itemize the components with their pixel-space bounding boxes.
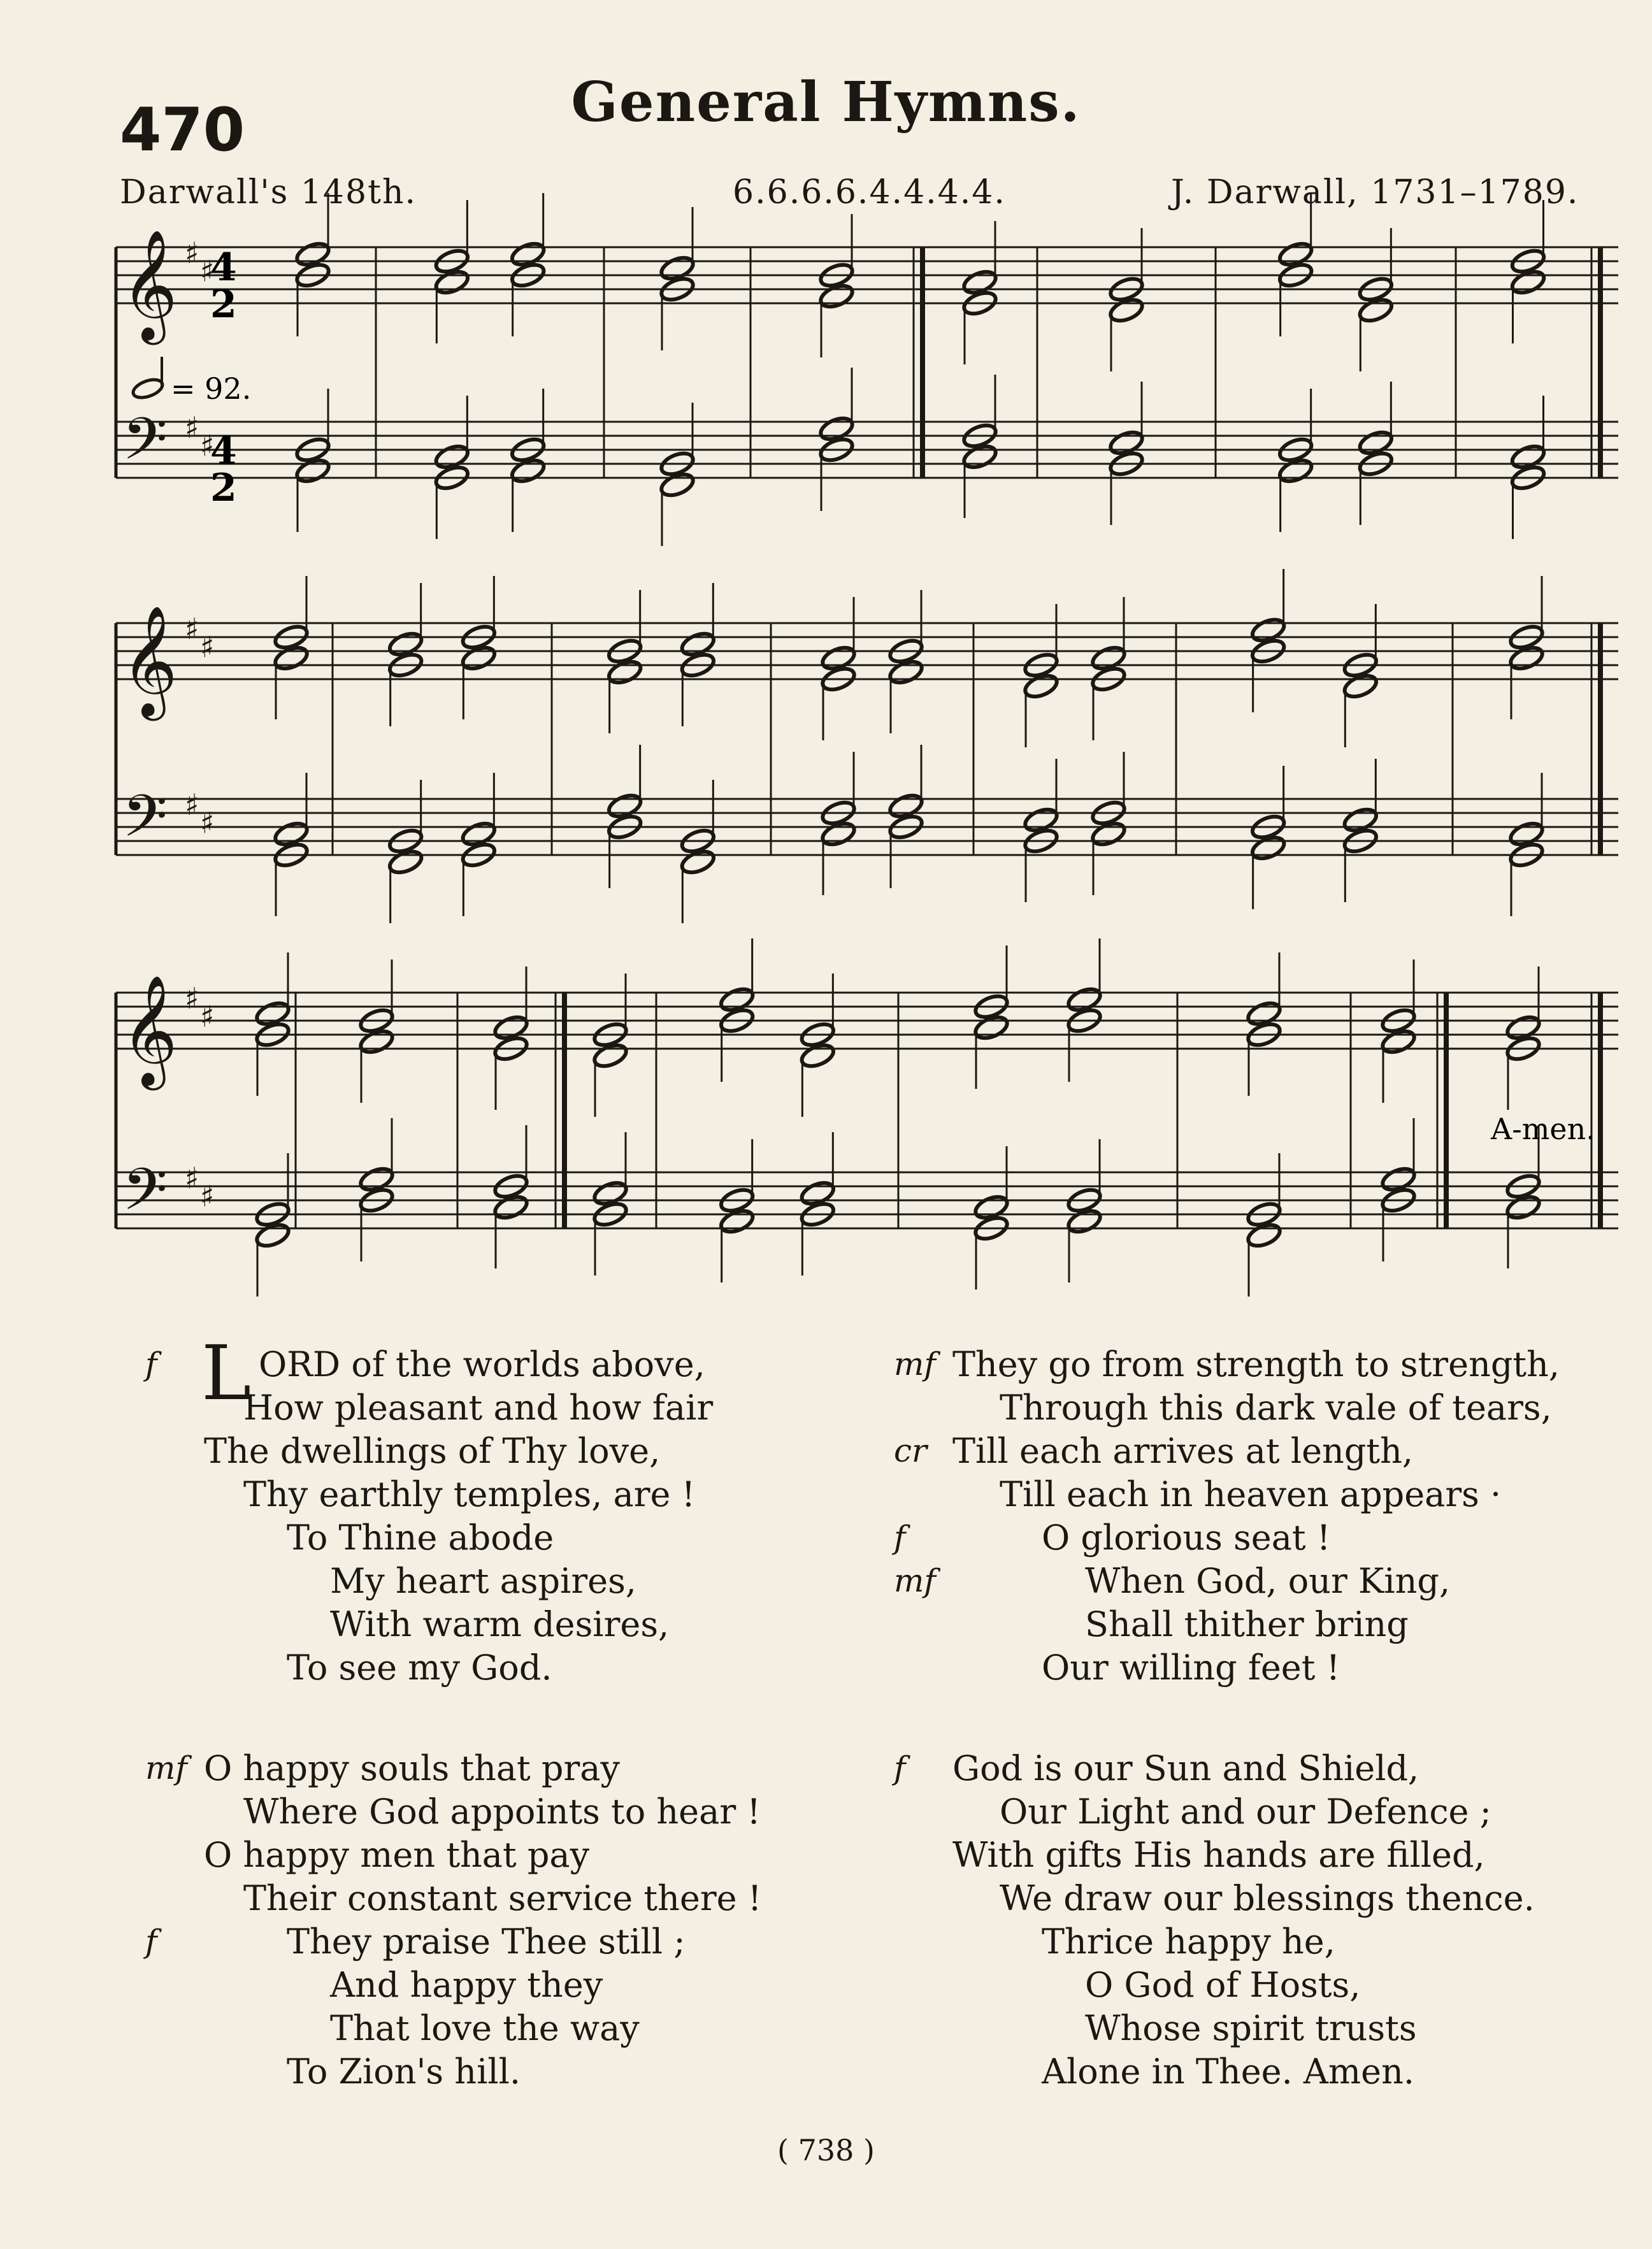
- sharp-icon: ♯: [185, 612, 199, 646]
- dynamic-marking: f: [894, 1750, 906, 1786]
- verse-line: They praise Thee still ;: [287, 1922, 686, 1962]
- tempo-marking: = 92.: [171, 371, 252, 406]
- treble-clef-icon: 𝄞: [121, 605, 178, 716]
- drop-cap: L: [201, 1329, 252, 1417]
- sharp-icon: ♯: [185, 410, 199, 445]
- dynamic-marking: mf: [894, 1346, 936, 1383]
- dynamic-marking: mf: [145, 1750, 187, 1786]
- verse-line: To see my God.: [287, 1648, 552, 1688]
- bass-clef-icon: 𝄢: [122, 1156, 168, 1237]
- verse-line: Till each in heaven appears ·: [1000, 1474, 1502, 1514]
- dynamic-marking: f: [145, 1346, 157, 1383]
- verse-line: Shall thither bring: [1085, 1604, 1409, 1644]
- sharp-icon: ♯: [185, 787, 199, 822]
- treble-clef-icon: 𝄞: [121, 229, 178, 340]
- dynamic-marking: mf: [894, 1562, 936, 1599]
- verse-line: My heart aspires,: [330, 1561, 636, 1601]
- composer: J. Darwall, 1731–1789.: [1171, 173, 1579, 212]
- score-systems: [116, 193, 1618, 1297]
- verse-line: Thy earthly temples, are !: [243, 1474, 696, 1514]
- verse-line: O happy souls that pray: [204, 1748, 620, 1788]
- verse-line: Thrice happy he,: [1042, 1922, 1335, 1962]
- time-signature-top: 4: [210, 245, 237, 290]
- sharp-icon: ♯: [200, 428, 215, 463]
- verse-line: God is our Sun and Shield,: [952, 1748, 1419, 1788]
- amen-label: A-men.: [1491, 1112, 1595, 1146]
- verse-line: With warm desires,: [330, 1604, 670, 1644]
- verse-line-text: ORD of the worlds above,: [259, 1344, 705, 1384]
- verse-line: Our willing feet !: [1042, 1648, 1340, 1688]
- sharp-icon: ♯: [200, 1179, 215, 1214]
- verse-line: Their constant service there !: [243, 1878, 762, 1918]
- sharp-icon: ♯: [185, 981, 199, 1016]
- verse-line: Where God appoints to hear !: [243, 1792, 761, 1832]
- tune-name: Darwall's 148th.: [120, 173, 417, 212]
- verse-line: Our Light and our Defence ;: [1000, 1792, 1491, 1832]
- hymn-number: 470: [120, 96, 245, 165]
- treble-clef-icon: 𝄞: [121, 975, 178, 1086]
- meter: 6.6.6.6.4.4.4.4.: [733, 173, 1006, 212]
- time-signature-bottom: 2: [210, 466, 237, 510]
- section-title: General Hymns.: [571, 70, 1081, 134]
- verse-line: Till each arrives at length,: [952, 1431, 1414, 1471]
- page-number: ( 738 ): [777, 2133, 875, 2167]
- dynamic-marking: f: [894, 1519, 906, 1556]
- time-signature-top: 4: [210, 429, 237, 473]
- verse-line: To Thine abode: [287, 1518, 554, 1558]
- verse-line: Whose spirit trusts: [1085, 2008, 1417, 2048]
- time-signature-bottom: 2: [210, 282, 237, 327]
- verse-line: And happy they: [330, 1965, 603, 2005]
- verse-line: When God, our King,: [1085, 1561, 1451, 1601]
- verse-line: O happy men that pay: [204, 1835, 590, 1875]
- sharp-icon: ♯: [200, 805, 215, 840]
- bass-clef-icon: 𝄢: [122, 782, 168, 864]
- verse-line: O glorious seat !: [1042, 1518, 1331, 1558]
- sharp-icon: ♯: [200, 999, 215, 1034]
- verse-line: O God of Hosts,: [1085, 1965, 1361, 2005]
- sharp-icon: ♯: [200, 254, 215, 289]
- sharp-icon: ♯: [200, 629, 215, 665]
- verse-line: With gifts His hands are filled,: [952, 1835, 1485, 1875]
- verse-line: How pleasant and how fair: [243, 1388, 714, 1428]
- sharp-icon: ♯: [185, 236, 199, 270]
- dynamic-marking: f: [145, 1923, 157, 1960]
- verse-line: Alone in Thee. Amen.: [1042, 2051, 1415, 2092]
- verse-line: Through this dark vale of tears,: [1000, 1388, 1552, 1428]
- verse-line: They go from strength to strength,: [952, 1344, 1560, 1384]
- verse-line: To Zion's hill.: [287, 2051, 521, 2092]
- verse-line: The dwellings of Thy love,: [204, 1431, 661, 1471]
- verse-line: That love the way: [330, 2008, 640, 2048]
- dynamic-marking: cr: [894, 1432, 927, 1469]
- bass-clef-icon: 𝄢: [122, 405, 168, 487]
- sharp-icon: ♯: [185, 1161, 199, 1195]
- tempo-note-icon: [131, 377, 164, 401]
- verse-line: We draw our blessings thence.: [1000, 1878, 1535, 1918]
